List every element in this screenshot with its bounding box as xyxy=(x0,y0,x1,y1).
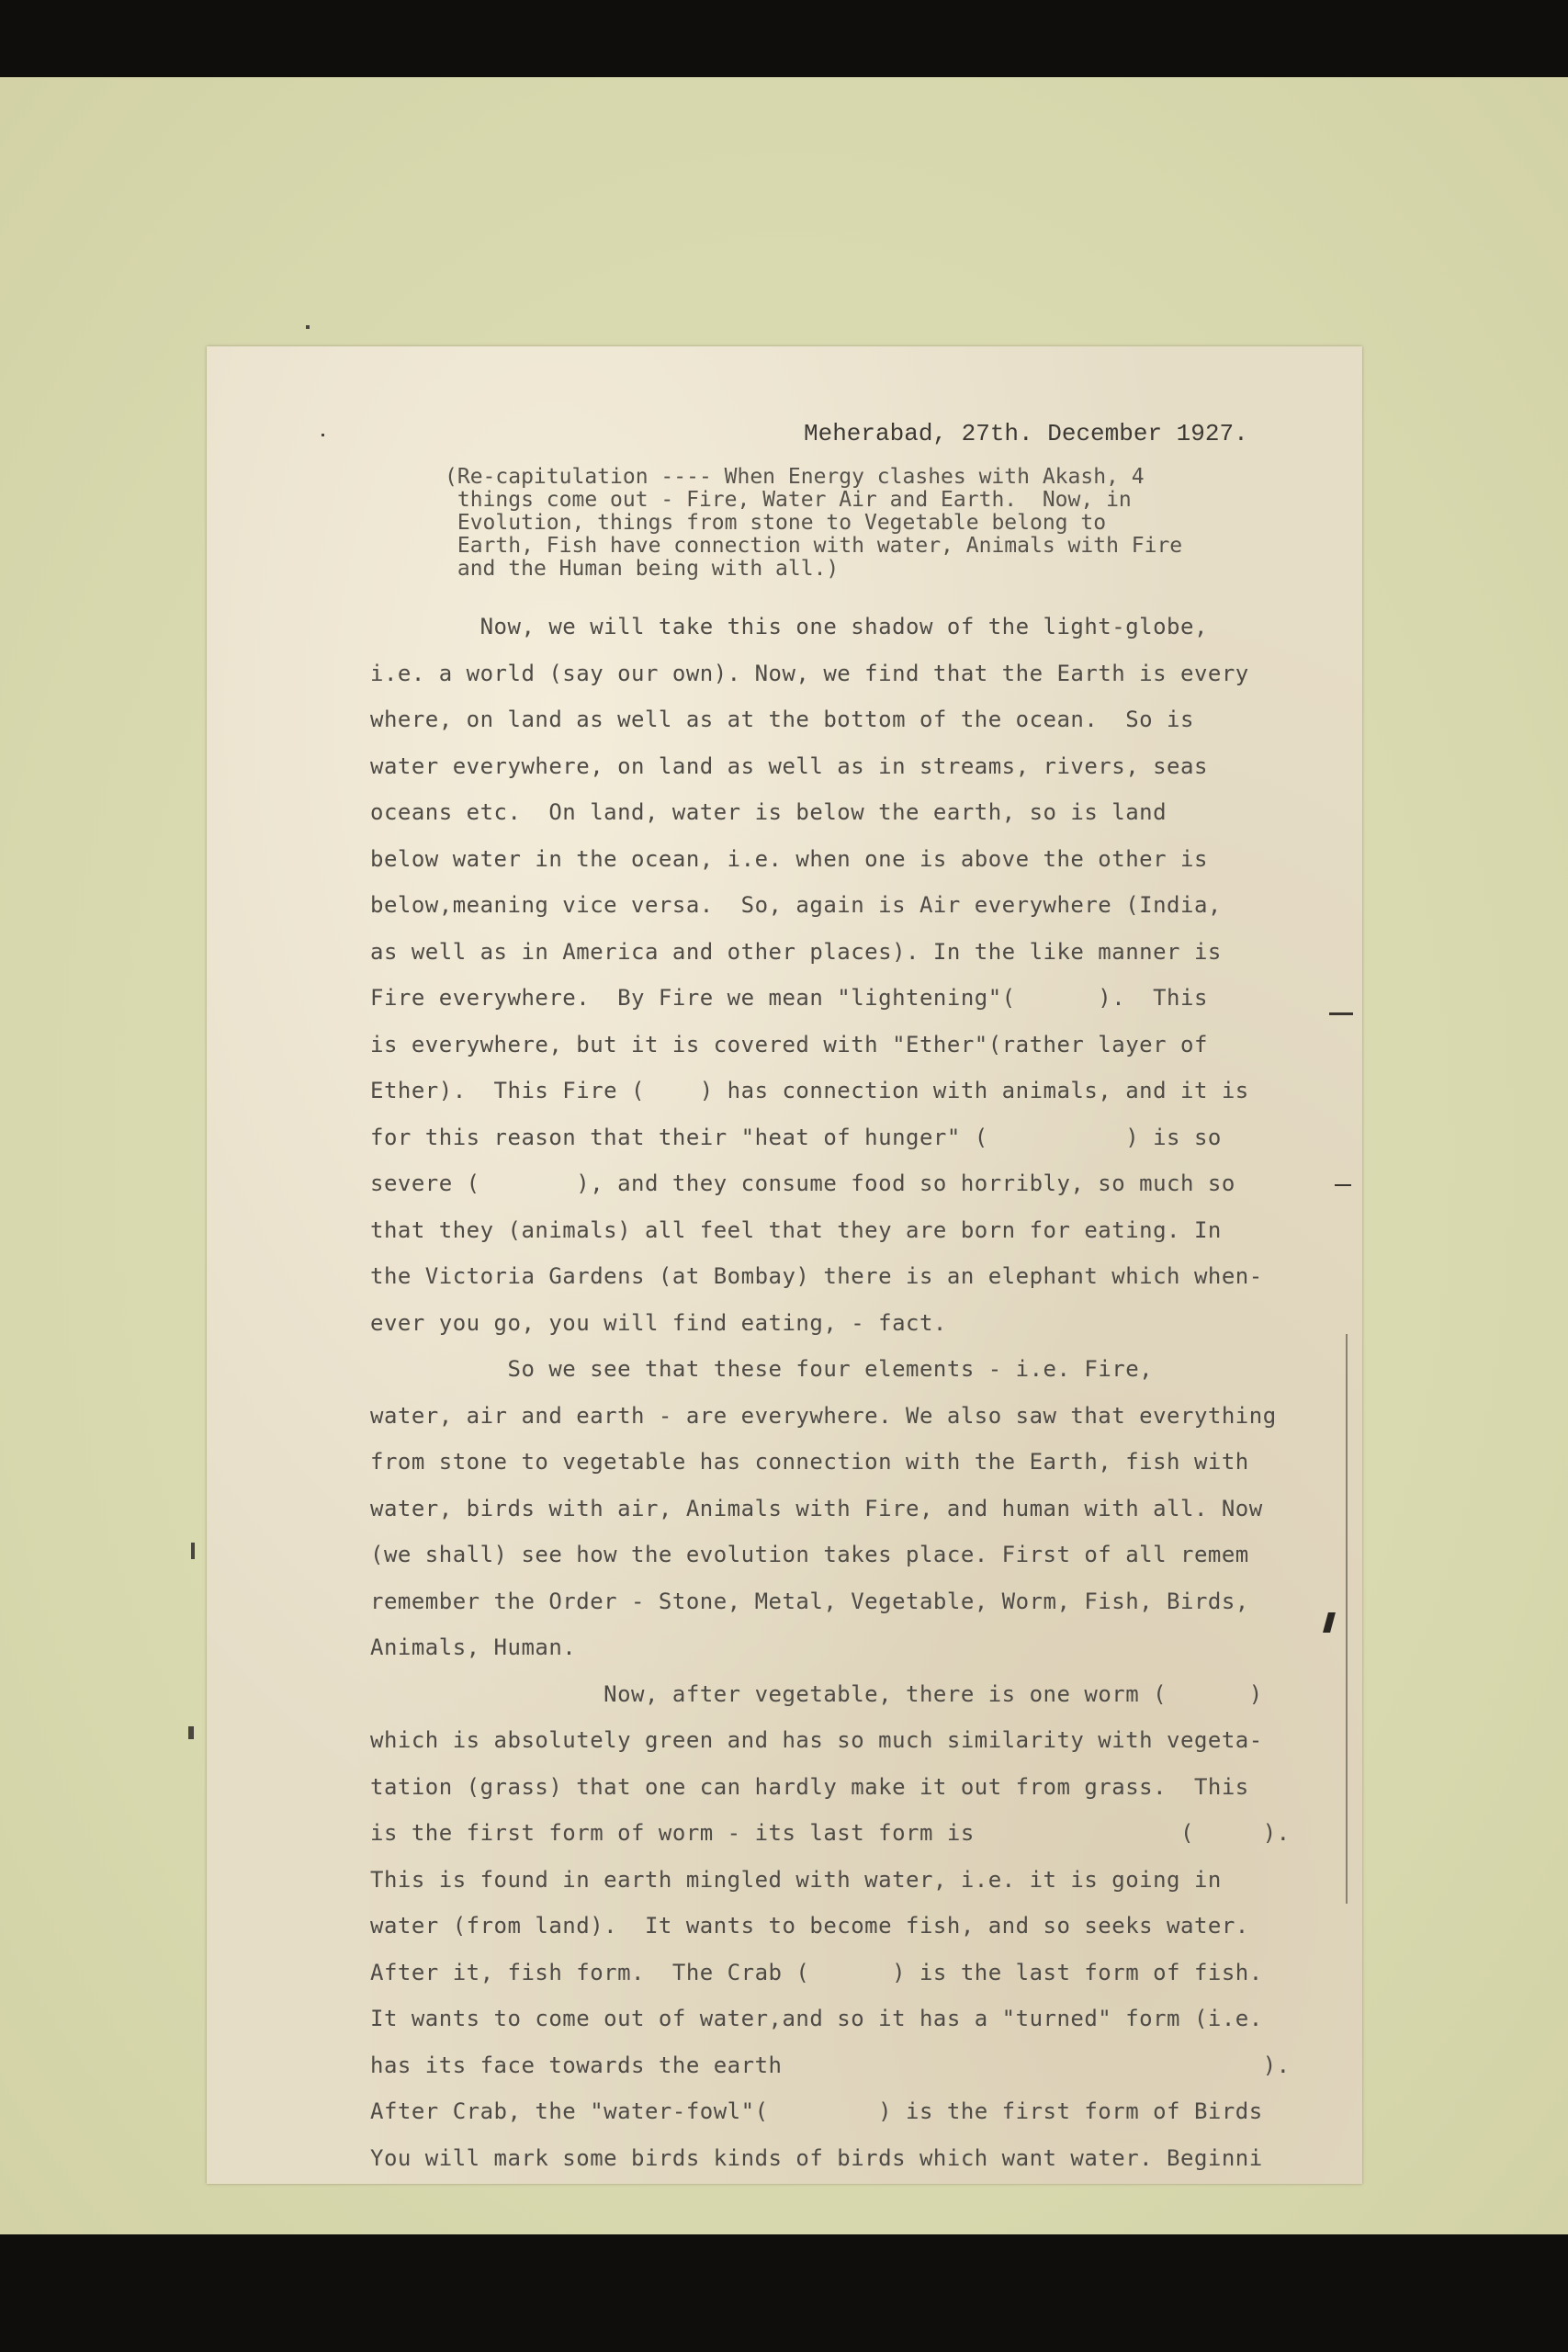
scan-bottom-border xyxy=(0,2234,1568,2352)
date-header: Meherabad, 27th. December 1927. xyxy=(804,420,1248,447)
recapitulation-paragraph: (Re-capitulation ---- When Energy clashes with Akash, 4 things come out - Fire, Water Air and Earth. Now, in Evolution, things from stone to Vegetable belong to Earth, Fish have connection with water, Animals with Fire and the Human being with all.) xyxy=(445,465,1183,581)
board-dot-1 xyxy=(306,325,310,329)
board-tick-left-1 xyxy=(191,1543,195,1559)
page-text-area xyxy=(207,346,1362,2184)
board-dot-2 xyxy=(321,434,324,436)
board-tick-left-2 xyxy=(188,1726,194,1739)
scan-top-border xyxy=(0,0,1568,77)
body-text: Now, we will take this one shadow of the light-globe, i.e. a world (say our own). Now, we find that the Earth is every where, on land as well as at the bottom of the ocean. So is water everywhere, on land as well as in streams, rivers, seas oceans etc. On land, water is below the earth, so is land below water in the ocean, i.e. when one is above the other is below,meaning vice versa. So, again is Air everywhere (India, as well as in America and other places). In the like manner is Fire everywhere. By Fire we mean "lightening"( ). This is everywhere, but it is covered with "Ether"(rather layer of Ether). This Fire ( ) has connection with animals, and it is for this reason that their "heat of hunger" ( ) is so severe ( ), and they consume food so horribly, so much so that they (animals) all feel that they are born for eating. In the Victoria Gardens (at Bombay) there is an elephant which when- ever you go, you will find eating, - fact. So we see that these four elements - i.e. Fire, water, air and earth - are everywhere. We also saw that everything from stone to vegetable has connection with the Earth, fish with water, birds with air, Animals with Fire, and human with all. Now (we shall) see how the evolution takes place. First of all remem remember the Order - Stone, Metal, Vegetable, Worm, Fish, Birds, Animals, Human. Now, after vegetable, there is one worm ( ) which is absolutely green and has so much similarity with vegeta- tation (grass) that one can hardly make it out from grass. This is the first form of worm - its last form is ( ). This is found in earth mingled with water, i.e. it is going in water (from land). It wants to become fish, and so seeks water. After it, fish form. The Crab ( ) is the last form of fish. It wants to come out of water,and so it has a "turned" form (i.e. has its face towards the earth ). After Crab, the "water-fowl"( ) is the first form of Birds You will mark some birds kinds of birds which want water. Beginni xyxy=(370,614,1291,2171)
typed-page xyxy=(207,346,1362,2184)
mounting-board xyxy=(0,77,1568,2234)
